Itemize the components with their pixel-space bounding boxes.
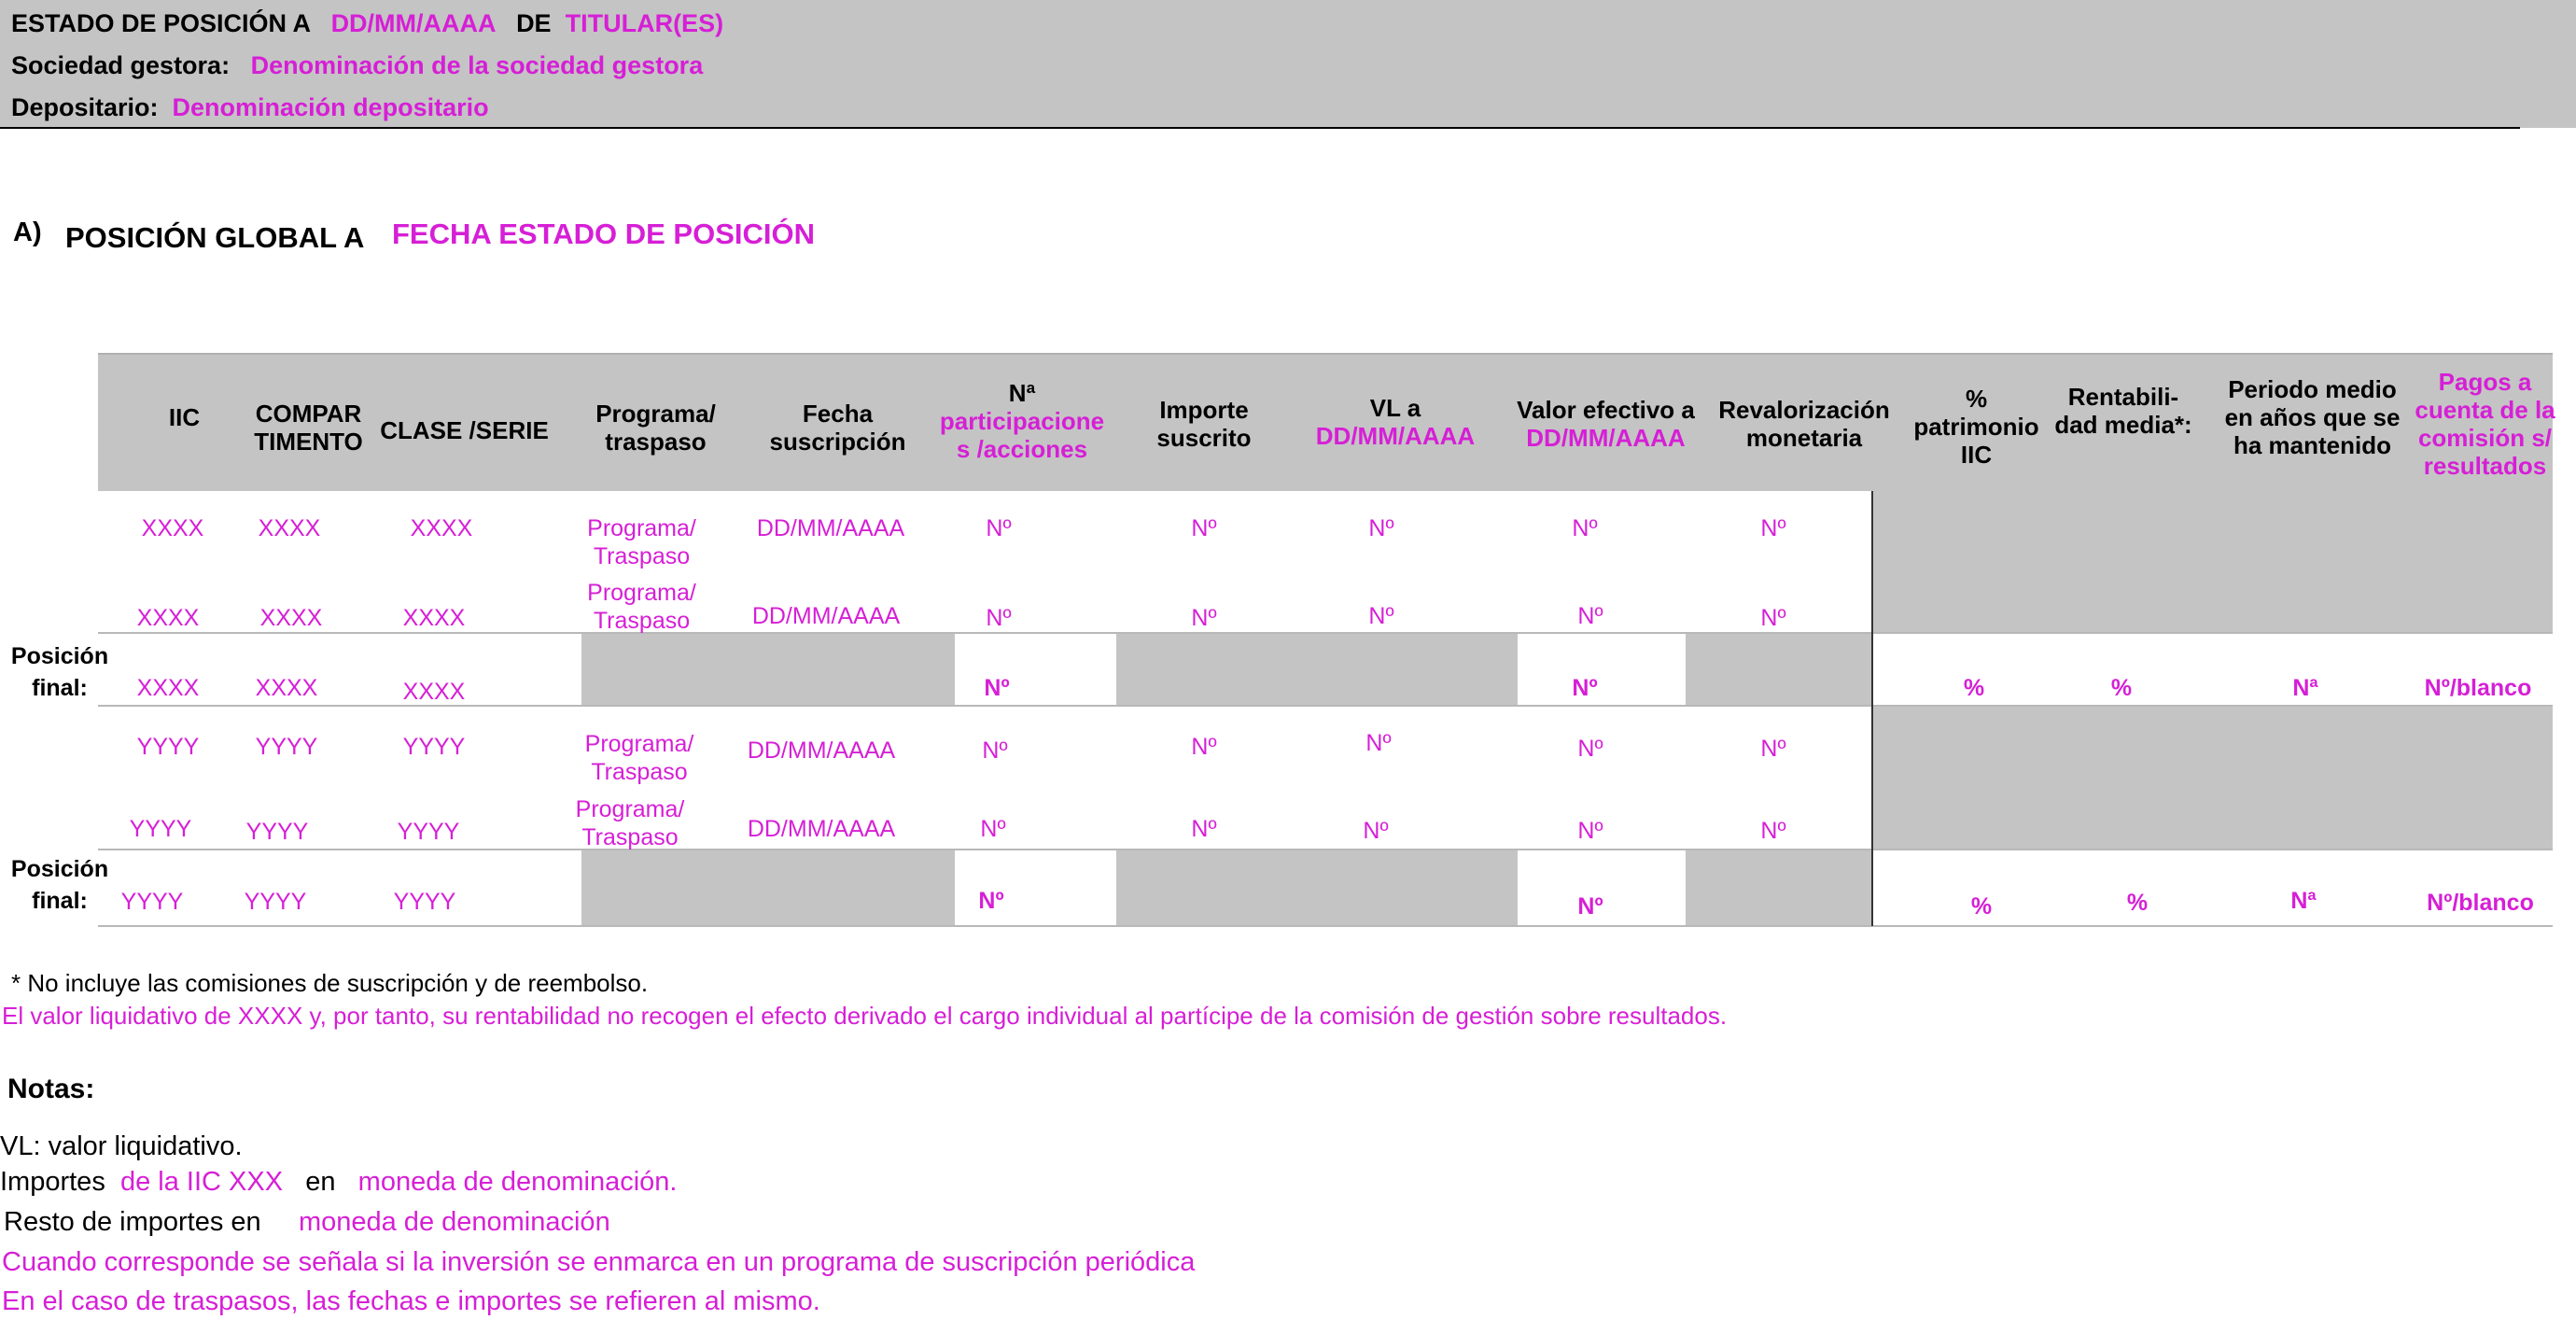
cell-importe: Nº (1191, 734, 1217, 760)
cell-valor: Nº (1577, 818, 1603, 844)
cell-programa: Programa/ Traspaso (587, 515, 696, 569)
cell-rentabilidad: % (2110, 675, 2133, 701)
note-traspasos: En el caso de traspasos, las fechas e importes se refieren al mismo. (2, 1286, 820, 1316)
detail-rows-y-grey-fill (1872, 706, 2553, 850)
position-final-label: Posición final: (10, 856, 109, 914)
statement-de: DE (516, 9, 552, 37)
footnote-net-asset-value: El valor liquidativo de XXXX y, por tanto, su rentabilidad no recogen el efecto derivado el cargo individual al partícipe de la comisión de gestión sobre resultados. (2, 1002, 1728, 1030)
cell-importe: Nº (1191, 816, 1217, 842)
cell-clase: XXXX (410, 515, 473, 541)
section-title: POSICIÓN GLOBAL A (65, 221, 365, 254)
cell-revalorizacion: Nº (1760, 515, 1786, 541)
note-programa: Cuando corresponde se señala si la inversión se enmarca en un programa de suscripción periódica (2, 1247, 1196, 1277)
notes-title: Notas: (7, 1074, 95, 1104)
col-header-participaciones: Nª participacione s /acciones (939, 379, 1105, 463)
cell-compartimento: XXXX (258, 515, 321, 541)
cell-compartimento: YYYY (255, 734, 318, 760)
section-date: FECHA ESTADO DE POSICIÓN (392, 218, 815, 250)
position-final-label: Posición final: (10, 643, 109, 701)
cell-participaciones: Nº (986, 605, 1012, 631)
cell-iic: YYYY (120, 889, 184, 915)
col-header-revalorizacion: Revalorización monetaria (1718, 396, 1890, 452)
cell-clase: YYYY (402, 734, 466, 760)
cell-clase: YYYY (397, 819, 460, 845)
cell-programa: Programa/ Traspaso (587, 580, 696, 634)
cell-fecha: DD/MM/AAAA (751, 603, 901, 629)
cell-pagos: Nº/blanco (2424, 675, 2532, 701)
cell-revalorizacion: Nº (1760, 736, 1786, 762)
header-rule (0, 127, 2520, 129)
detail-rows-x-grey-fill (1872, 491, 2553, 633)
col-header-compartimento: COMPAR TIMENTO (254, 400, 363, 456)
cell-periodo: Nª (2290, 888, 2317, 914)
cell-compartimento: XXXX (255, 675, 318, 701)
col-header-rentabilidad: Rentabili- dad media*: (2054, 383, 2192, 439)
cell-pagos: Nº/blanco (2427, 890, 2534, 916)
col-header-valor: Valor efectivo a DD/MM/AAAA (1517, 396, 1695, 452)
col-header-periodo: Periodo medio en años que se ha mantenido (2224, 375, 2401, 459)
cell-importe: Nº (1191, 605, 1217, 631)
col-header-vl: VL a DD/MM/AAAA (1315, 394, 1476, 450)
cell-programa: Programa/ Traspaso (575, 796, 685, 850)
final-y-grey-importe-vl (1116, 850, 1518, 926)
cell-participaciones: Nº (982, 737, 1008, 764)
cell-fecha: DD/MM/AAAA (747, 737, 896, 764)
depositary-value: Denominación depositario (172, 93, 489, 121)
cell-vl: Nº (1365, 730, 1392, 756)
final-x-grey-revalorizacion (1686, 633, 1872, 706)
footnote-commissions: * No incluye las comisiones de suscripción y de reembolso. (11, 969, 649, 997)
cell-revalorizacion: Nº (1760, 818, 1786, 844)
col-header-clase: CLASE /SERIE (380, 416, 549, 444)
cell-valor: Nº (1572, 515, 1598, 541)
cell-participaciones: Nº (978, 888, 1004, 914)
cell-vl: Nº (1368, 515, 1394, 541)
cell-programa: Programa/ Traspaso (584, 731, 694, 785)
cell-clase: XXXX (402, 679, 466, 705)
section-letter: A) (13, 218, 42, 247)
col-header-patrimonio: % patrimonio IIC (1913, 385, 2039, 469)
column-divider (1871, 491, 1873, 926)
final-x-grey-importe-vl (1116, 633, 1518, 706)
cell-iic: YYYY (129, 816, 192, 842)
cell-valor: Nº (1577, 736, 1603, 762)
cell-fecha: DD/MM/AAAA (756, 515, 905, 541)
statement-date: DD/MM/AAAA (330, 9, 496, 37)
col-header-fecha: Fecha suscripción (769, 400, 906, 456)
manager-label: Sociedad gestora: (11, 51, 231, 79)
cell-valor: Nº (1577, 603, 1603, 629)
col-header-iic: IIC (168, 403, 201, 431)
header-line-1 (11, 9, 723, 38)
cell-iic: XXXX (136, 605, 200, 631)
cell-participaciones: Nº (984, 675, 1010, 701)
final-y-grey-revalorizacion (1686, 850, 1872, 926)
cell-clase: XXXX (402, 605, 466, 631)
cell-participaciones: Nº (980, 816, 1006, 842)
cell-valor: Nº (1572, 675, 1598, 701)
cell-rentabilidad: % (2126, 890, 2149, 916)
cell-fecha: DD/MM/AAAA (747, 816, 896, 842)
col-header-importe: Importe suscrito (1156, 396, 1252, 452)
cell-participaciones: Nº (986, 515, 1012, 541)
note-vl: VL: valor liquidativo. (0, 1131, 243, 1161)
cell-patrimonio: % (1963, 675, 1985, 701)
header-line-3 (11, 93, 489, 122)
cell-vl: Nº (1368, 603, 1394, 629)
final-x-grey-programa-fecha (581, 633, 955, 706)
cell-patrimonio: % (1970, 893, 1993, 920)
cell-compartimento: YYYY (245, 819, 309, 845)
row-rule (98, 925, 2553, 927)
cell-iic: XXXX (141, 515, 204, 541)
cell-valor: Nº (1577, 893, 1603, 920)
cell-clase: YYYY (393, 889, 456, 915)
final-y-grey-programa-fecha (581, 850, 955, 926)
cell-iic: XXXX (136, 675, 200, 701)
cell-periodo: Nª (2292, 675, 2318, 701)
row-rule (98, 632, 2553, 634)
cell-revalorizacion: Nº (1760, 605, 1786, 631)
col-header-programa: Programa/ traspaso (595, 400, 716, 456)
note-importes: Importes de la IIC XXX en moneda de denominación. (0, 1167, 678, 1197)
note-resto-importes: Resto de importes en moneda de denominación (4, 1207, 610, 1237)
header-line-2 (11, 51, 703, 80)
col-header-pagos: Pagos a cuenta de la comisión s/ resultados (2415, 368, 2555, 480)
depositary-label: Depositario: (11, 93, 159, 121)
cell-compartimento: YYYY (244, 889, 307, 915)
statement-holder: TITULAR(ES) (565, 9, 724, 37)
cell-vl: Nº (1363, 818, 1389, 844)
manager-value: Denominación de la sociedad gestora (250, 51, 704, 79)
statement-label: ESTADO DE POSICIÓN A (11, 9, 311, 37)
row-rule (98, 849, 2553, 850)
cell-iic: YYYY (136, 734, 200, 760)
cell-compartimento: XXXX (259, 605, 323, 631)
cell-importe: Nº (1191, 515, 1217, 541)
